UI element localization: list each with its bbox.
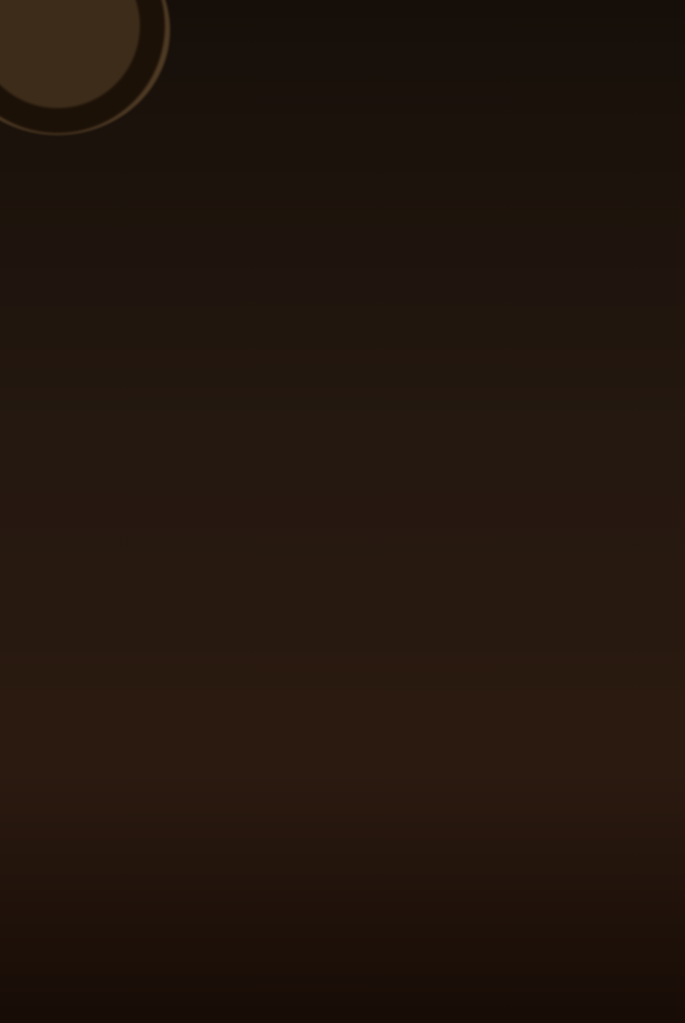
barrel-icon: [165, 0, 400, 130]
barrel-icon: [0, 0, 170, 135]
